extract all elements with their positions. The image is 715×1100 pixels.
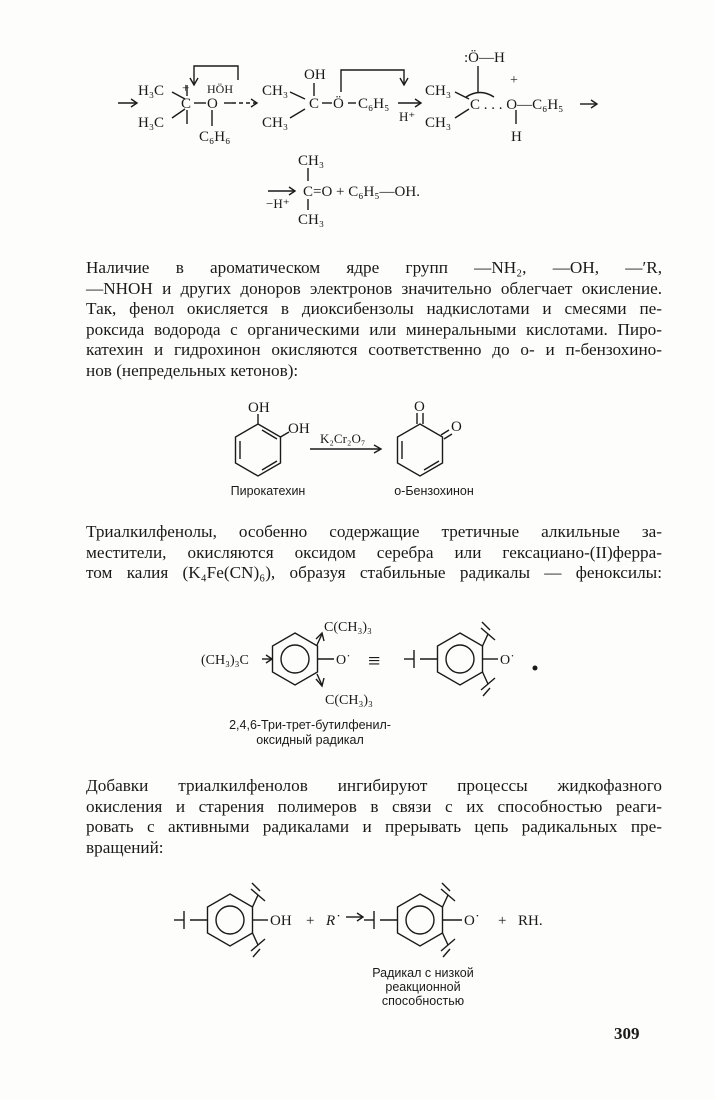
s4-ch3-bottom: CH₃ [298,212,325,228]
scheme-3-phenoxyl-radical [0,612,715,722]
caption-low-reactivity-line-1: Радикал с низкой [372,966,474,980]
caption-phenoxyl [200,718,420,748]
s4-plus-2: + [498,913,507,929]
s3-tbu-left: (CH₃)₃C [201,653,249,668]
s3-ch3-top: CH₃ [425,83,452,99]
s1-oxygen: O [207,96,218,112]
s2-oh: OH [304,67,326,83]
caption-low-reactivity-line-2: реакционной [385,980,461,994]
p2-line-1: Триалкилфенолы, особенно содержащие третичные алкильные за- [86,522,662,541]
p1-line-3: Так, фенол окисляется в диоксибензолы надкислотами и смесями пе- [86,299,662,319]
s4-products: C=O + C₆H₅—OH. [303,184,420,200]
p3-line-4: вращений: [86,837,164,857]
s2-o-top: O [414,399,425,415]
paragraph-2 [86,522,662,584]
p1-line-6: нов (непредельных кетонов): [86,360,299,380]
s3-hydrogen: H [511,129,522,145]
s2-oxygen: Ö [333,96,344,112]
s1-h3c-top: H₃C [138,83,165,99]
paragraph-1 [86,258,662,382]
paragraph-3 [86,776,662,858]
s2-reagent: K₂Cr₂O₇ [320,431,366,446]
s4-r-radical: R˙ [326,913,341,929]
p3-line-3: ровать с активными радикалами и прерывать цепь радикальных пре- [86,817,662,837]
p3-line-1: Добавки триалкилфенолов ингибируют процессы жидкофазного [86,776,662,795]
s4-rh: RH. [518,913,543,929]
s1-carbon: C [181,96,192,112]
caption-low-reactivity-line-3: способностью [381,994,465,1008]
s2-ch3-top: CH₃ [262,83,289,99]
s1-c6h6: C₆H₆ [199,129,231,145]
s2-carbon: C [309,96,320,112]
scheme-1-mechanism [0,0,715,240]
s2-o-side: O [451,419,462,435]
scheme-2-pyrocatechol-oxidation [0,395,715,515]
s4-o-radical: O˙ [464,913,480,929]
s2-oh-top: OH [248,400,270,416]
s3-tbu-bottom: C(CH₃)₃ [325,693,373,708]
p3-line-2: окисления и старения полимеров в связи с их способностью реаги- [86,796,662,816]
p1-line-1: Наличие в ароматическом ядре групп —NH₂, —OH, —′R, [86,258,662,277]
s2-ch3-bottom: CH₃ [262,115,289,131]
p2-line-3: том калия (K₄Fe(CN)₆), образуя стабильные радикалы — феноксилы: [86,563,662,583]
s3-tbu-top: C(CH₃)₃ [324,620,372,635]
label-o-benzoquinone: о-Бензохинон [394,484,474,498]
page-number: 309 [614,1024,640,1043]
s4-oh: OH [270,913,292,929]
s4-plus-1: + [306,913,315,929]
s4-minus-proton: −H⁺ [266,196,290,211]
label-pyrocatechol: Пирокатехин [230,484,306,498]
s4-ch3-top: CH₃ [298,153,325,169]
p1-line-5: катехин и гидрохинон окисляются соответственно до о- и п-бензохино- [86,340,662,360]
s3-ch3-bottom: CH₃ [425,115,452,131]
p2-line-2: местители, окисляются оксидом серебра или гексациано-(II)ферра- [86,542,662,562]
s3-plus: + [510,73,518,88]
s1-h3c-bottom: H₃C [138,115,165,131]
s2-oh-side: OH [288,421,310,437]
s3-o-radical-2: O˙ [500,653,515,668]
s3-oh: :Ö—H [464,50,505,66]
s1-water: HÖH [207,82,233,96]
p1-line-2: —NHOH и других доноров электронов значительно облегчает окисление. [86,278,662,298]
caption-phenoxyl-line-1: 2,4,6-Три-трет-бутилфенил- [229,718,391,732]
s2-proton: H⁺ [399,109,416,124]
scheme-4-radical-trapping [0,870,715,970]
s2-c6h5: C₆H₅ [358,96,390,112]
s3-equivalence: ≡ [368,648,381,673]
s3-o-radical: O˙ [336,653,351,668]
p1-line-4: роксида водорода с органическими или минеральными кислотами. Пиро- [86,319,662,339]
caption-phenoxyl-line-2: оксидный радикал [256,733,364,747]
s1-plus: + [182,80,190,95]
caption-low-reactivity [353,966,493,1008]
s3-carbon-chain: C . . . O—C₆H₅ [470,97,564,113]
